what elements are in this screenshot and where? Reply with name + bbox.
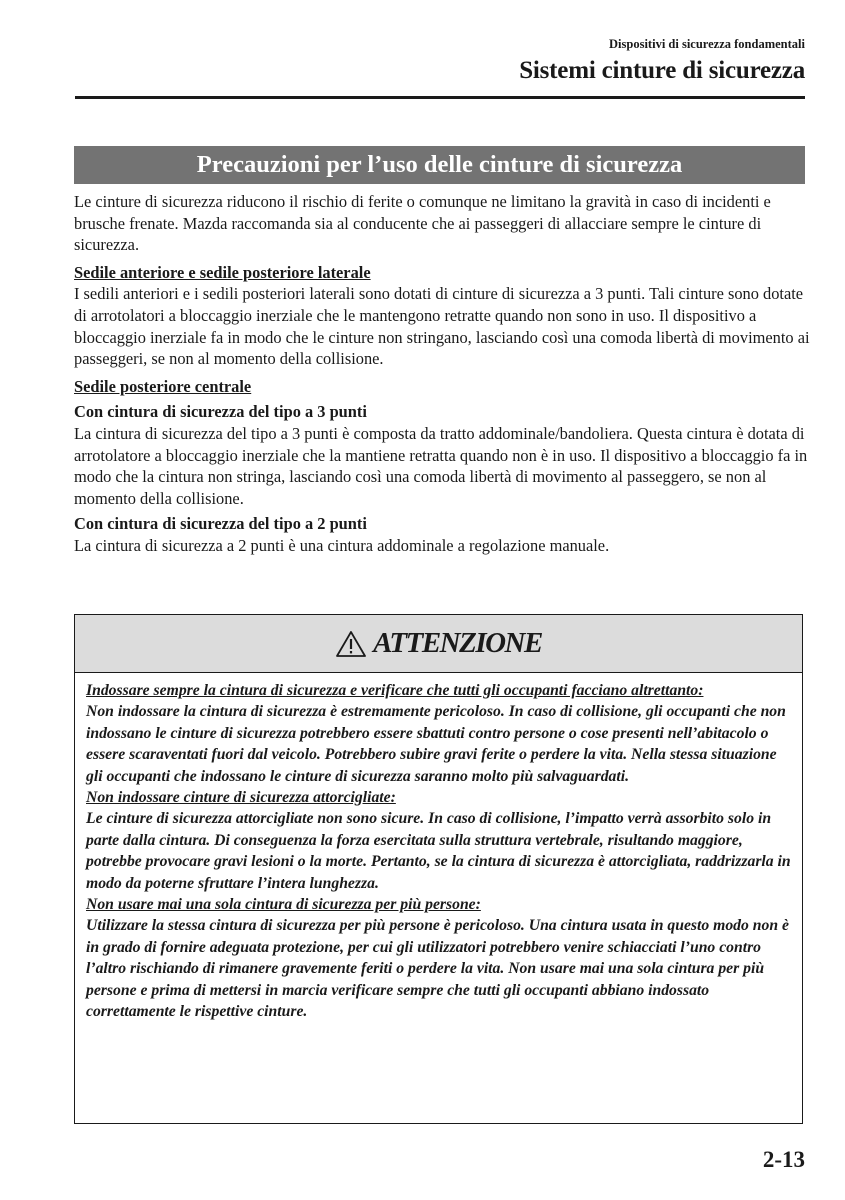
intro-paragraph: Le cinture di sicurezza riducono il rischio di ferite o comunque ne limitano la gravità in caso di incidenti e brusche frenate. Mazda raccomanda sia al conducente che ai passeggeri di allacciare sempre le cinture di sicurezza. [74,192,771,255]
three-point-paragraph: La cintura di sicurezza del tipo a 3 punti è composta da tratto addominale/bandoliera. Questa cintura è dotata di arrotolatore a bloccaggio inerziale che la mantiene retratta quando non è in uso. Il dispositivo a bloccaggio fa in modo che la cintura non stringa, lasciando così una comoda libertà di movimento al passeggero, se non al momento della collisione. [74,423,808,508]
warning-body [75,673,802,1023]
warning-header [75,615,802,673]
rear-center-heading: Sedile posteriore centrale [74,376,252,396]
section-title: Precauzioni per l’uso delle cinture di sicurezza [196,151,683,178]
warning-item-text: Utilizzare la stessa cintura di sicurezza per più persone è pericoloso. Una cintura usata in questo modo non è in grado di fornire adeguata protezione, per cui gli utilizzatori potrebbero venire schiacciati l’uno contro l’altro rischiando di rimanere gravemente feriti o perdere la vita. Non usare mai una sola cintura per più persone e prima di mettersi in marcia verificare sempre che tutti gli occupanti abbiano indossato correttamente le rispettive cinture. [86,917,789,1021]
warning-item-heading: Non indossare cinture di sicurezza attorcigliate: [86,789,396,807]
warning-triangle-icon [335,630,367,658]
front-rear-paragraph: I sedili anteriori e i sedili posteriori laterali sono dotati di cinture di sicurezza a 3 punti. Tali cinture sono dotate di arrotolatori a bloccaggio inerziale che le mantengono retratte quando non sono in uso. Il dispositivo a bloccaggio inerziale fa in modo che le cinture non stringano, lasciando così una comoda libertà di movimento ai passeggeri, se non al momento della collisione. [74,284,810,369]
main-content [74,191,814,557]
warning-title: ATTENZIONE [373,627,542,659]
page-number: 2-13 [762,1147,805,1172]
front-rear-heading: Sedile anteriore e sedile posteriore laterale [74,262,371,282]
warning-item-heading: Indossare sempre la cintura di sicurezza e verificare che tutti gli occupanti facciano altrettanto: [86,682,704,699]
two-point-heading: Con cintura di sicurezza del tipo a 2 punti [74,514,367,534]
warning-item-text: Non indossare la cintura di sicurezza è estremamente pericoloso. In caso di collisione, gli occupanti che non indossano le cinture di sicurezza potrebbero essere sbattuti contro persone o cose presenti nell’abitacolo o essere scaraventati fuori dal veicolo. Potrebbero subire gravi ferite o perdere la vita. Nella stessa situazione gli occupanti che indossano le cinture di sicurezza saranno molto più salvaguardati. [86,703,786,785]
warning-item-text: Le cinture di sicurezza attorcigliate non sono sicure. In caso di collisione, l’impatto verrà assorbito solo in parte dalla cintura. Di conseguenza la forza esercitata sulla struttura vertebrale, risultando maggiore, potrebbe provocare gravi lesioni o la morte. Pertanto, se la cintura di sicurezza è attorcigliata, raddrizzarla in modo da poterne sfruttare l’intera lunghezza. [86,810,791,892]
page-title: Sistemi cinture di sicurezza [519,57,805,84]
three-point-heading: Con cintura di sicurezza del tipo a 3 punti [74,402,367,422]
warning-item-heading: Non usare mai una sola cintura di sicurezza per più persone: [86,896,481,914]
section-title-bar [74,146,805,184]
chapter-header: Dispositivi di sicurezza fondamentali [609,37,805,51]
two-point-paragraph: La cintura di sicurezza a 2 punti è una cintura addominale a regolazione manuale. [74,535,610,555]
warning-box [74,614,803,1124]
header-divider [75,96,805,99]
